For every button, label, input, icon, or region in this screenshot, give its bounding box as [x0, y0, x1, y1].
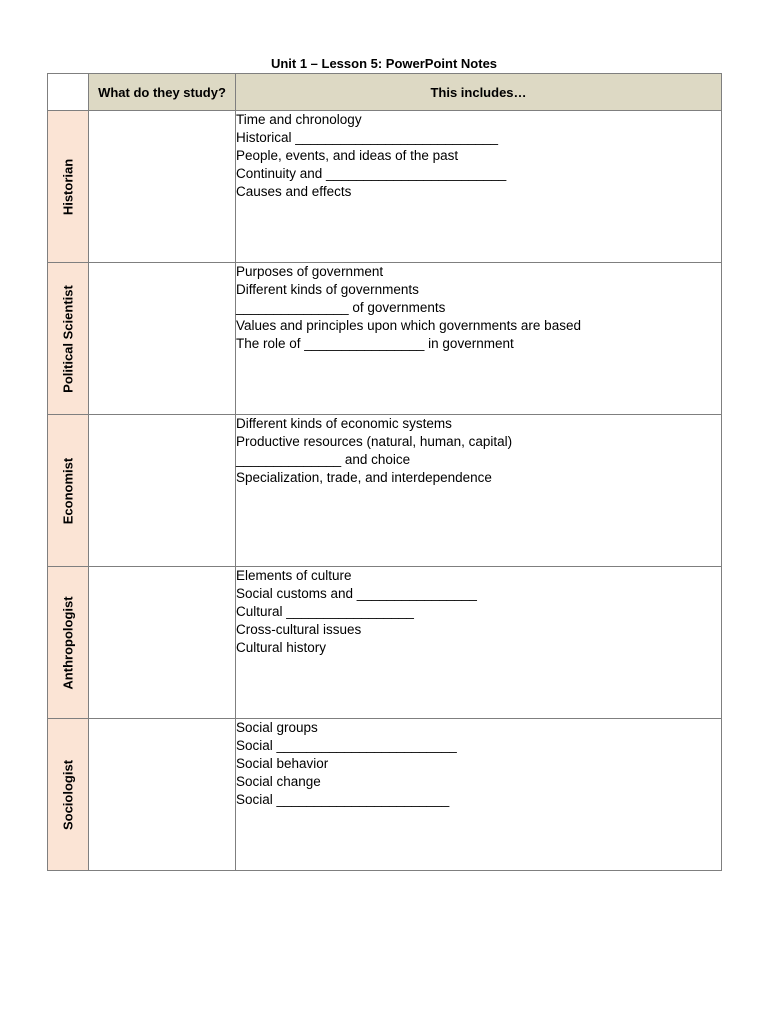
table-row-economist — [48, 415, 722, 567]
table-header-row — [48, 74, 722, 111]
includes-line: Productive resources (natural, human, capital) — [236, 434, 513, 449]
study-answer-cell[interactable] — [89, 415, 236, 567]
includes-line: Cultural history — [236, 640, 327, 655]
includes-line: The role of ________________ in government — [236, 336, 514, 351]
includes-line: Time and chronology — [236, 112, 362, 127]
role-label: Political Scientist — [60, 284, 76, 393]
includes-cell — [236, 263, 722, 415]
includes-line: Specialization, trade, and interdependence — [236, 470, 492, 485]
header-this-includes: This includes… — [236, 74, 722, 111]
includes-line: ______________ and choice — [236, 452, 411, 467]
document-title: Unit 1 – Lesson 5: PowerPoint Notes — [270, 56, 498, 71]
includes-line: _______________ of governments — [236, 300, 446, 315]
includes-line: Social ________________________ — [236, 738, 457, 753]
includes-line: Social change — [236, 774, 321, 789]
study-answer-cell[interactable] — [89, 719, 236, 871]
role-label: Anthropologist — [60, 595, 76, 690]
role-cell — [48, 263, 89, 415]
includes-line: Social _______________________ — [236, 792, 450, 807]
includes-line: Causes and effects — [236, 184, 352, 199]
table-row-anthropologist — [48, 567, 722, 719]
role-cell — [48, 567, 89, 719]
includes-line: People, events, and ideas of the past — [236, 148, 459, 163]
role-label: Economist — [60, 457, 76, 524]
role-label: Sociologist — [60, 759, 76, 830]
includes-line: Different kinds of economic systems — [236, 416, 452, 431]
role-cell — [48, 415, 89, 567]
table-row-historian — [48, 111, 722, 263]
study-answer-cell[interactable] — [89, 263, 236, 415]
table-row-sociologist — [48, 719, 722, 871]
includes-cell — [236, 567, 722, 719]
includes-line: Elements of culture — [236, 568, 352, 583]
includes-line: Different kinds of governments — [236, 282, 419, 297]
includes-cell — [236, 111, 722, 263]
includes-cell — [236, 415, 722, 567]
includes-line: Social behavior — [236, 756, 329, 771]
role-label: Historian — [60, 158, 76, 215]
role-cell — [48, 719, 89, 871]
header-corner-cell — [48, 74, 89, 111]
includes-cell — [236, 719, 722, 871]
study-answer-cell[interactable] — [89, 111, 236, 263]
includes-line: Purposes of government — [236, 264, 384, 279]
notes-table — [47, 73, 722, 871]
includes-line: Continuity and ________________________ — [236, 166, 507, 181]
includes-line: Values and principles upon which governments are based — [236, 318, 581, 333]
includes-line: Social customs and ________________ — [236, 586, 477, 601]
includes-line: Historical ___________________________ — [236, 130, 498, 145]
study-answer-cell[interactable] — [89, 567, 236, 719]
includes-line: Social groups — [236, 720, 318, 735]
table-row-political-scientist — [48, 263, 722, 415]
includes-line: Cultural _________________ — [236, 604, 414, 619]
role-cell — [48, 111, 89, 263]
includes-line: Cross-cultural issues — [236, 622, 362, 637]
header-what-do-they-study: What do they study? — [89, 74, 236, 111]
